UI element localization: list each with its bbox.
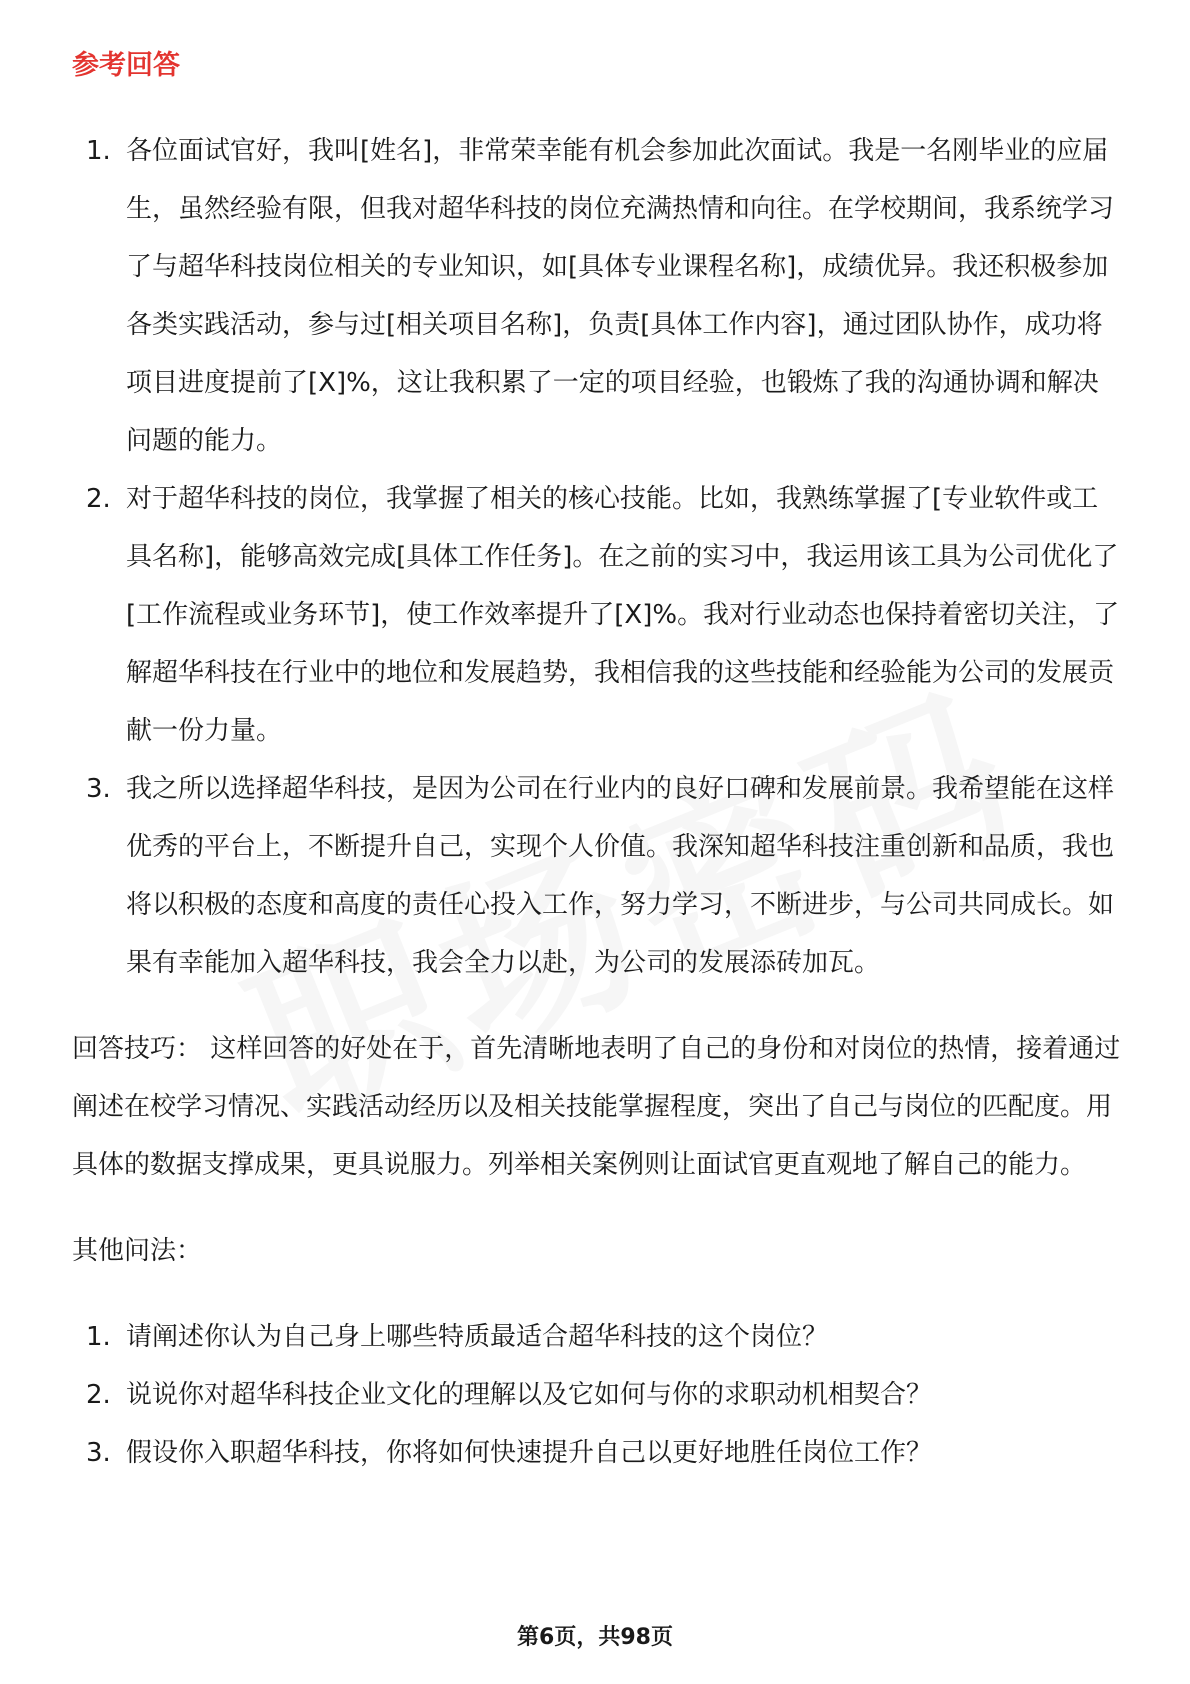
question-text: 假设你入职超华科技，你将如何快速提升自己以更好地胜任岗位工作？ (126, 1438, 933, 1468)
answer-text: 我之所以选择超华科技，是因为公司在行业内的良好口碑和发展前景。我希望能在这样优秀的平台上，不断提升自己，实现个人价值。我深知超华科技注重创新和品质，我也将以积极的态度和高度的责任心投入工作，努力学习，不断进步，与公司共同成长。如果有幸能加入超华科技，我会全力以赴，为公司的发展添砖加瓦。 (126, 774, 1115, 978)
list-number: 1. (86, 1322, 111, 1352)
other-questions-list (72, 1308, 1122, 1482)
other-question-item (72, 1308, 1122, 1366)
answer-item (72, 122, 1122, 470)
section-title: 参考回答 (72, 50, 180, 81)
question-text: 请阐述你认为自己身上哪些特质最适合超华科技的这个岗位？ (126, 1322, 829, 1352)
list-number: 2. (86, 1380, 111, 1410)
other-questions-title: 其他问法： (72, 1236, 203, 1266)
answer-text: 各位面试官好，我叫[姓名]，非常荣幸能有机会参加此次面试。我是一名刚毕业的应届生，虽然经验有限，但我对超华科技的岗位充满热情和向往。在学校期间，我系统学习了与超华科技岗位相关的专业知识，如[具体专业课程名称]，成绩优异。我还积极参加各类实践活动，参与过[相关项目名称]，负责[具体工作内容]，通过团队协作，成功将项目进度提前了[X]%，这让我积累了一定的项目经验，也锻炼了我的沟通协调和解决问题的能力。 (126, 136, 1115, 456)
answer-text: 对于超华科技的岗位，我掌握了相关的核心技能。比如，我熟练掌握了[专业软件或工具名称]，能够高效完成[具体工作任务]。在之前的实习中，我运用该工具为公司优化了[工作流程或业务环节]，使工作效率提升了[X]%。我对行业动态也保持着密切关注，了解超华科技在行业中的地位和发展趋势，我相信我的这些技能和经验能为公司的发展贡献一份力量。 (126, 484, 1120, 746)
other-question-item (72, 1366, 1122, 1424)
answer-item (72, 760, 1122, 992)
question-text: 说说你对超华科技企业文化的理解以及它如何与你的求职动机相契合？ (126, 1380, 933, 1410)
document-page (72, 46, 1122, 1482)
answer-tips: 回答技巧： 这样回答的好处在于，首先清晰地表明了自己的身份和对岗位的热情，接着通过阐述在校学习情况、实践活动经历以及相关技能掌握程度，突出了自己与岗位的匹配度。用具体的数据支撑成果，更具说服力。列举相关案例则让面试官更直观地了解自己的能力。 (72, 1034, 1121, 1180)
list-number: 3. (86, 774, 111, 804)
list-number: 3. (86, 1438, 111, 1468)
other-question-item (72, 1424, 1122, 1482)
page-footer: 第6页，共98页 (517, 1625, 673, 1650)
answer-item (72, 470, 1122, 760)
list-number: 1. (86, 136, 111, 166)
list-number: 2. (86, 484, 111, 514)
answer-list (72, 122, 1122, 992)
